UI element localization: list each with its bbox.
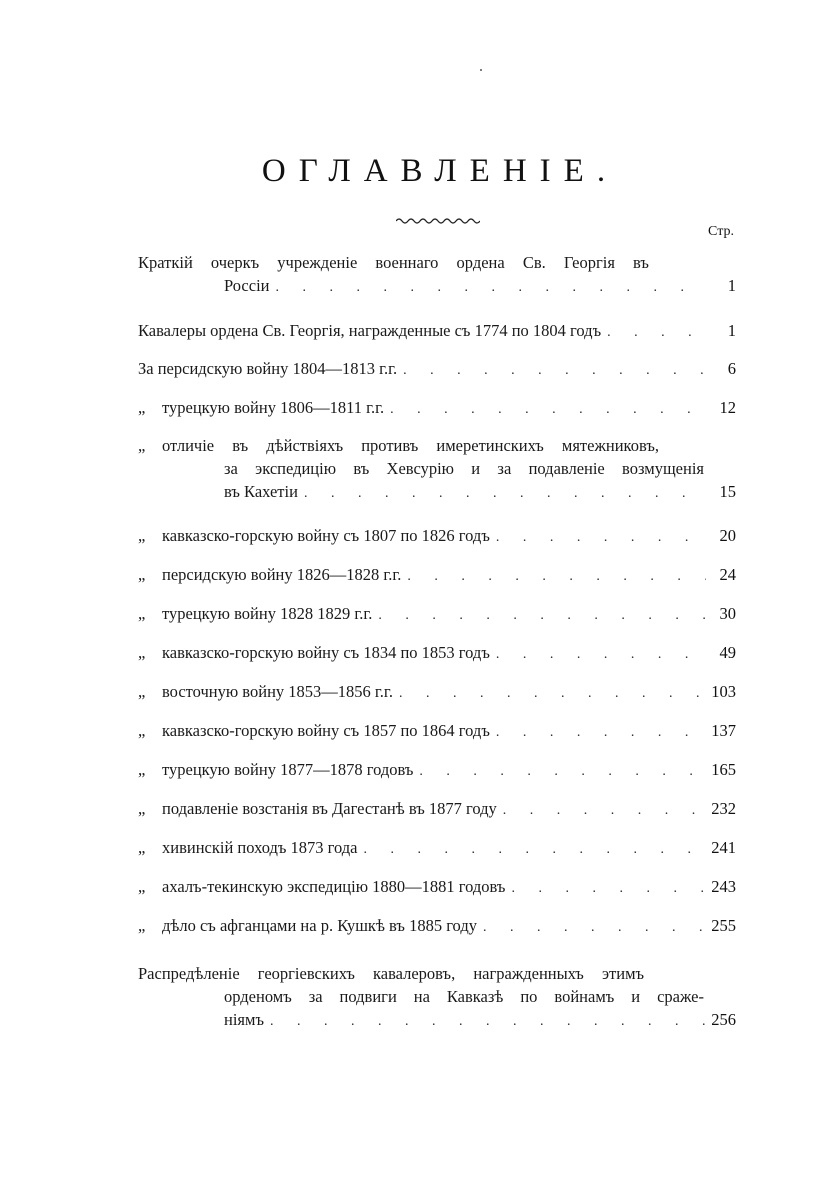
table-of-contents (138, 0, 736, 1191)
page-number: 12 (719, 398, 736, 417)
page-number: 165 (711, 760, 736, 779)
dot-leader (401, 565, 706, 588)
toc-entry-line (138, 875, 736, 900)
ditto-mark: „ (138, 436, 146, 455)
ditto-mark: „ (138, 526, 146, 545)
toc-entry-text: персидскую войну 1826—1828 г.г. (162, 565, 402, 584)
ditto-mark: „ (138, 877, 146, 896)
toc-entry-line (138, 434, 736, 457)
toc-entry-text: орденомъ за подвиги на Кавказѣ по войнамъ и сраже- (224, 987, 704, 1006)
toc-entry (138, 602, 736, 627)
dot-leader (497, 799, 706, 822)
page-number: 241 (711, 838, 736, 857)
toc-entry (138, 251, 736, 299)
toc-entry-line (138, 1008, 736, 1033)
toc-entry-text: За персидскую войну 1804—1813 г.г. (138, 359, 398, 378)
toc-entry-text: Краткій очеркъ учрежденіе военнаго ордена Св. Георгія въ (138, 253, 649, 272)
toc-entry-line (138, 985, 736, 1008)
dot-leader (393, 682, 706, 705)
dot-leader (490, 643, 706, 666)
toc-entry (138, 434, 736, 505)
toc-entry-text: Распредѣленіе георгіевскихъ кавалеровъ, награжденныхъ этимъ (138, 964, 645, 983)
toc-entry-text: хивинскій походъ 1873 года (162, 838, 358, 857)
toc-entry-text: въ Кахетіи (224, 482, 298, 501)
toc-entry-text: восточную войну 1853—1856 г.г. (162, 682, 393, 701)
page-number: 137 (711, 721, 736, 740)
dot-leader (490, 526, 706, 549)
dot-leader (270, 276, 707, 299)
toc-entry (138, 319, 736, 344)
page-number: 1 (727, 321, 736, 340)
toc-entry (138, 357, 736, 382)
page-number: 24 (719, 565, 736, 584)
dot-leader (384, 398, 706, 421)
toc-entry-text: кавказско-горскую войну съ 1834 по 1853 годъ (162, 643, 490, 662)
toc-entry (138, 914, 736, 939)
dot-leader (397, 359, 706, 382)
toc-entry (138, 641, 736, 666)
toc-entry-line (138, 274, 736, 299)
toc-entry-line (138, 480, 736, 505)
toc-entry-line (138, 524, 736, 549)
ditto-mark: „ (138, 916, 146, 935)
ditto-mark: „ (138, 643, 146, 662)
dot-leader (298, 482, 706, 505)
toc-entry-text: Кавалеры ордена Св. Георгія, награжденные съ 1774 по 1804 годъ (138, 321, 602, 340)
toc-entry-line (138, 396, 736, 421)
toc-entry-text: ніямъ (224, 1010, 264, 1029)
dot-leader (372, 604, 706, 627)
toc-entry (138, 797, 736, 822)
page-number: 256 (711, 1010, 736, 1029)
page-number: 15 (719, 482, 736, 501)
toc-entry-line (138, 680, 736, 705)
page-column-label: Стр. (708, 224, 734, 239)
toc-entry (138, 524, 736, 549)
page-title: ОГЛАВЛЕНІЕ. (261, 153, 619, 189)
toc-entry-line (138, 457, 736, 480)
dot-leader (490, 721, 706, 744)
toc-entry-text: кавказско-горскую войну съ 1807 по 1826 годъ (162, 526, 490, 545)
toc-entry (138, 962, 736, 1033)
toc-entry-text: турецкую войну 1828 1829 г.г. (162, 604, 373, 623)
ditto-mark: „ (138, 682, 146, 701)
toc-entry-text: турецкую войну 1877—1878 годовъ (162, 760, 414, 779)
toc-entry (138, 875, 736, 900)
dot-leader (264, 1010, 706, 1033)
ditto-mark: „ (138, 604, 146, 623)
ditto-mark: „ (138, 565, 146, 584)
toc-entry (138, 719, 736, 744)
ditto-mark: „ (138, 760, 146, 779)
dot-leader (601, 321, 706, 344)
toc-entry-line (138, 357, 736, 382)
toc-entry-line (138, 962, 736, 985)
toc-entry-line (138, 602, 736, 627)
toc-entry-text: Россіи (224, 276, 270, 295)
toc-entry (138, 758, 736, 783)
dot-leader (505, 877, 706, 900)
toc-entry-text: ахалъ-текинскую экспедицію 1880—1881 годовъ (162, 877, 506, 896)
toc-entry-text: дѣло съ афганцами на р. Кушкѣ въ 1885 году (162, 916, 477, 935)
ditto-mark: „ (138, 721, 146, 740)
toc-entry (138, 680, 736, 705)
toc-entry-text: за экспедицію въ Хевсурію и за подавленіе возмущенія (224, 459, 704, 478)
toc-entry-line (138, 758, 736, 783)
toc-entry-line (138, 563, 736, 588)
toc-entry-text: кавказско-горскую войну съ 1857 по 1864 годъ (162, 721, 490, 740)
page-number: 30 (719, 604, 736, 623)
dot-leader (477, 916, 706, 939)
page-number: 6 (727, 359, 736, 378)
ditto-mark: „ (138, 398, 146, 417)
toc-entry-text: турецкую войну 1806—1811 г.г. (162, 398, 385, 417)
toc-entry-line (138, 719, 736, 744)
page-number: 1 (727, 276, 736, 295)
toc-entry-line (138, 251, 736, 274)
ditto-mark: „ (138, 799, 146, 818)
toc-entry-line (138, 836, 736, 861)
page-number: 103 (711, 682, 736, 701)
toc-entry (138, 836, 736, 861)
toc-entry-line (138, 319, 736, 344)
toc-entry-line (138, 914, 736, 939)
toc-entry-line (138, 641, 736, 666)
toc-entry (138, 396, 736, 421)
toc-entry-text: подавленіе возстанія въ Дагестанѣ въ 1877 году (162, 799, 497, 818)
ditto-mark: „ (138, 838, 146, 857)
page-number: 49 (719, 643, 736, 662)
page-number: 255 (711, 916, 736, 935)
toc-entry-line (138, 797, 736, 822)
page-number: 232 (711, 799, 736, 818)
toc-entry-text: отличіе въ дѣйствіяхъ противъ имеретинскихъ мятежниковъ, (162, 436, 659, 455)
page-number: 243 (711, 877, 736, 896)
page-number: 20 (719, 526, 736, 545)
dot-leader (413, 760, 706, 783)
dot-leader (358, 838, 706, 861)
toc-entry (138, 563, 736, 588)
